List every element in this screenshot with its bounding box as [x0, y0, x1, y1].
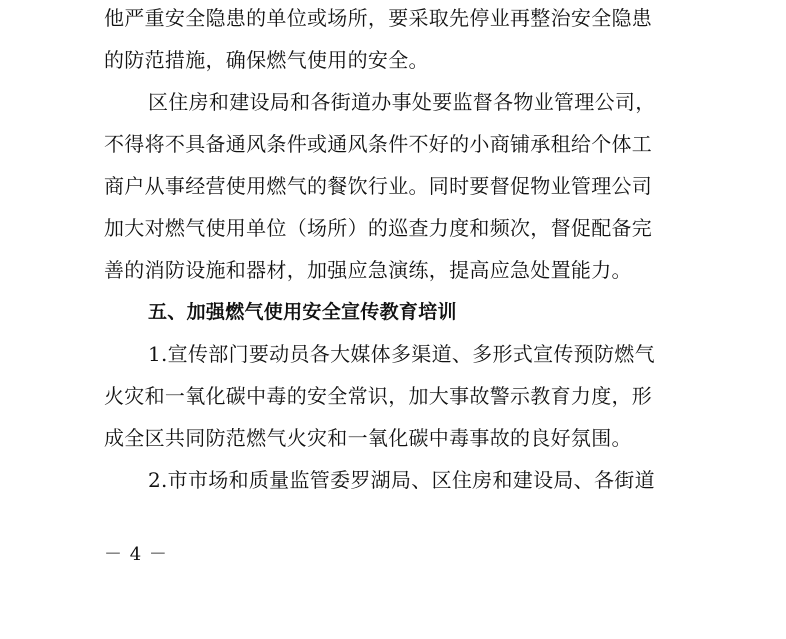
body-text-line: 1.宣传部门要动员各大媒体多渠道、多形式宣传预防燃气 — [148, 342, 655, 366]
body-text-line: 2.市市场和质量监管委罗湖局、区住房和建设局、各街道 — [148, 468, 655, 492]
body-text-line: 火灾和一氧化碳中毒的安全常识，加大事故警示教育力度，形 — [104, 384, 653, 408]
body-text-line: 他严重安全隐患的单位或场所，要采取先停业再整治安全隐患 — [104, 6, 653, 30]
body-text-line: 区住房和建设局和各街道办事处要监督各物业管理公司， — [148, 90, 656, 114]
body-text-line: 的防范措施，确保燃气使用的安全。 — [104, 48, 429, 72]
body-text-line: 商户从事经营使用燃气的餐饮行业。同时要督促物业管理公司 — [104, 174, 653, 198]
body-text-line: 善的消防设施和器材，加强应急演练，提高应急处置能力。 — [104, 258, 632, 282]
body-text-line: 不得将不具备通风条件或通风条件不好的小商铺承租给个体工 — [104, 132, 653, 156]
body-text-line: 加大对燃气使用单位（场所）的巡查力度和频次，督促配备完 — [104, 216, 653, 240]
body-text-line: 成全区共同防范燃气火灾和一氧化碳中毒事故的良好氛围。 — [104, 426, 632, 450]
section-heading: 五、加强燃气使用安全宣传教育培训 — [148, 301, 457, 323]
page-number: － 4 － — [104, 544, 168, 565]
